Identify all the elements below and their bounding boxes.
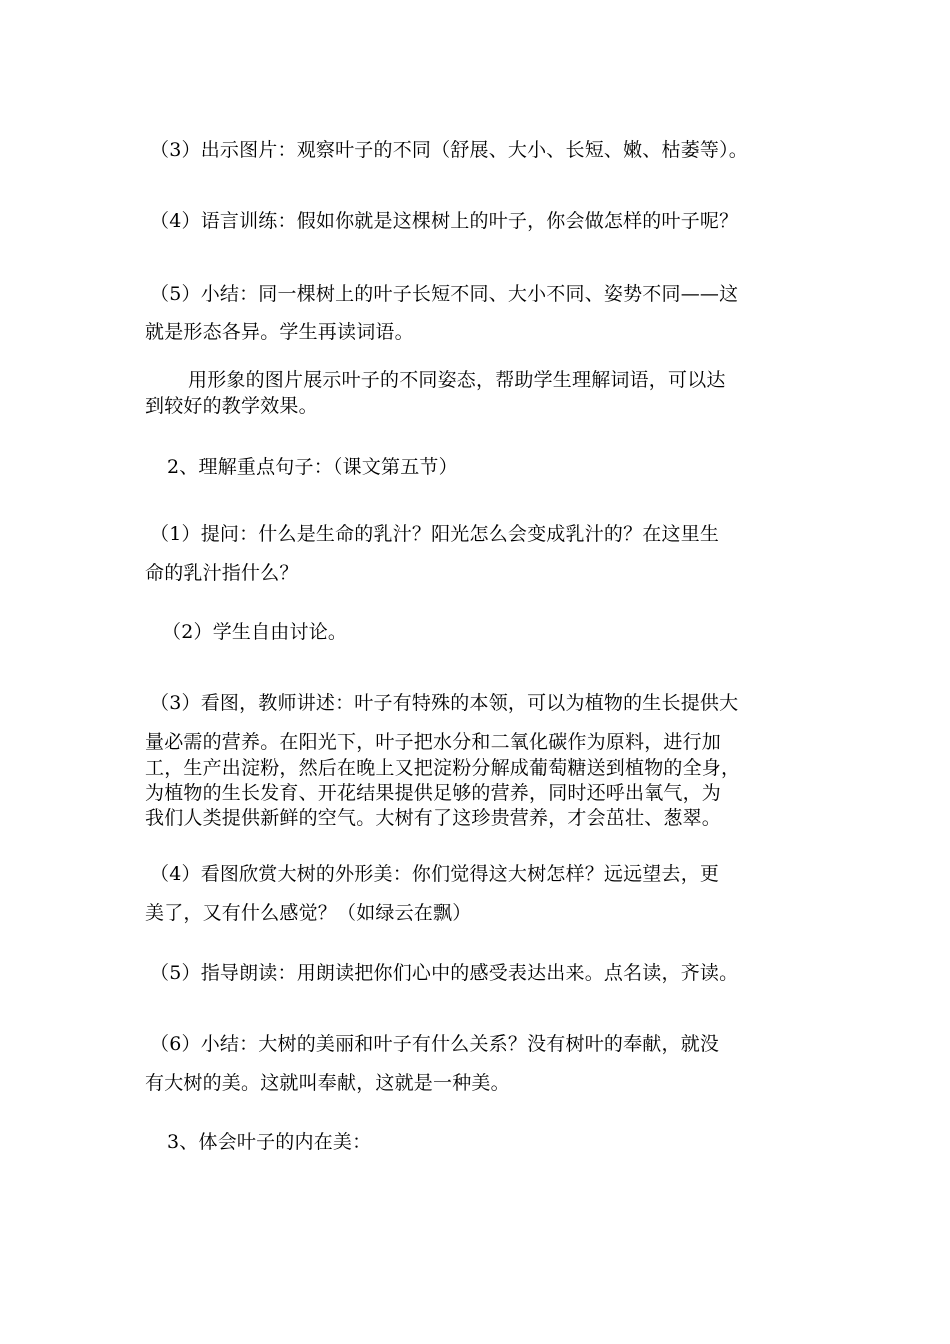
text-line: （5）指导朗读：用朗读把你们心中的感受表达出来。点名读，齐读。 <box>150 962 739 984</box>
text-line: （3）看图，教师讲述：叶子有特殊的本领，可以为植物的生长提供大 <box>150 692 739 714</box>
text-line: 就是形态各异。学生再读词语。 <box>145 321 414 343</box>
text-line: 命的乳汁指什么？ <box>145 562 299 584</box>
text-line: （5）小结：同一棵树上的叶子长短不同、大小不同、姿势不同——这 <box>150 283 739 305</box>
text-line: 美了，又有什么感觉？（如绿云在飘） <box>145 902 472 924</box>
text-line: （4）语言训练：假如你就是这棵树上的叶子，你会做怎样的叶子呢？ <box>150 210 739 232</box>
text-line: （6）小结：大树的美丽和叶子有什么关系？没有树叶的奉献，就没 <box>150 1033 720 1055</box>
text-line: （3）出示图片：观察叶子的不同（舒展、大小、长短、嫩、枯萎等）。 <box>150 139 748 161</box>
text-line: 我们人类提供新鲜的空气。大树有了这珍贵营养，才会茁壮、葱翠。 <box>145 807 722 829</box>
section-heading: 3、体会叶子的内在美： <box>167 1131 372 1153</box>
text-line: 量必需的营养。在阳光下，叶子把水分和二氧化碳作为原料，进行加 <box>145 731 722 753</box>
text-line: 工，生产出淀粉，然后在晚上又把淀粉分解成葡萄糖送到植物的全身， <box>145 757 741 779</box>
text-line: （4）看图欣赏大树的外形美：你们觉得这大树怎样？远远望去，更 <box>150 863 720 885</box>
section-heading: 2、理解重点句子：（课文第五节） <box>167 456 458 478</box>
text-line: （1）提问：什么是生命的乳汁？阳光怎么会变成乳汁的？在这里生 <box>150 523 720 545</box>
text-line: （2）学生自由讨论。 <box>162 621 348 643</box>
text-line: 为植物的生长发育、开花结果提供足够的营养，同时还呼出氧气，为 <box>145 782 722 804</box>
text-line: 有大树的美。这就叫奉献，这就是一种美。 <box>145 1072 510 1094</box>
text-line: 到较好的教学效果。 <box>145 395 318 417</box>
text-line: 用形象的图片展示叶子的不同姿态，帮助学生理解词语，可以达 <box>188 369 726 391</box>
